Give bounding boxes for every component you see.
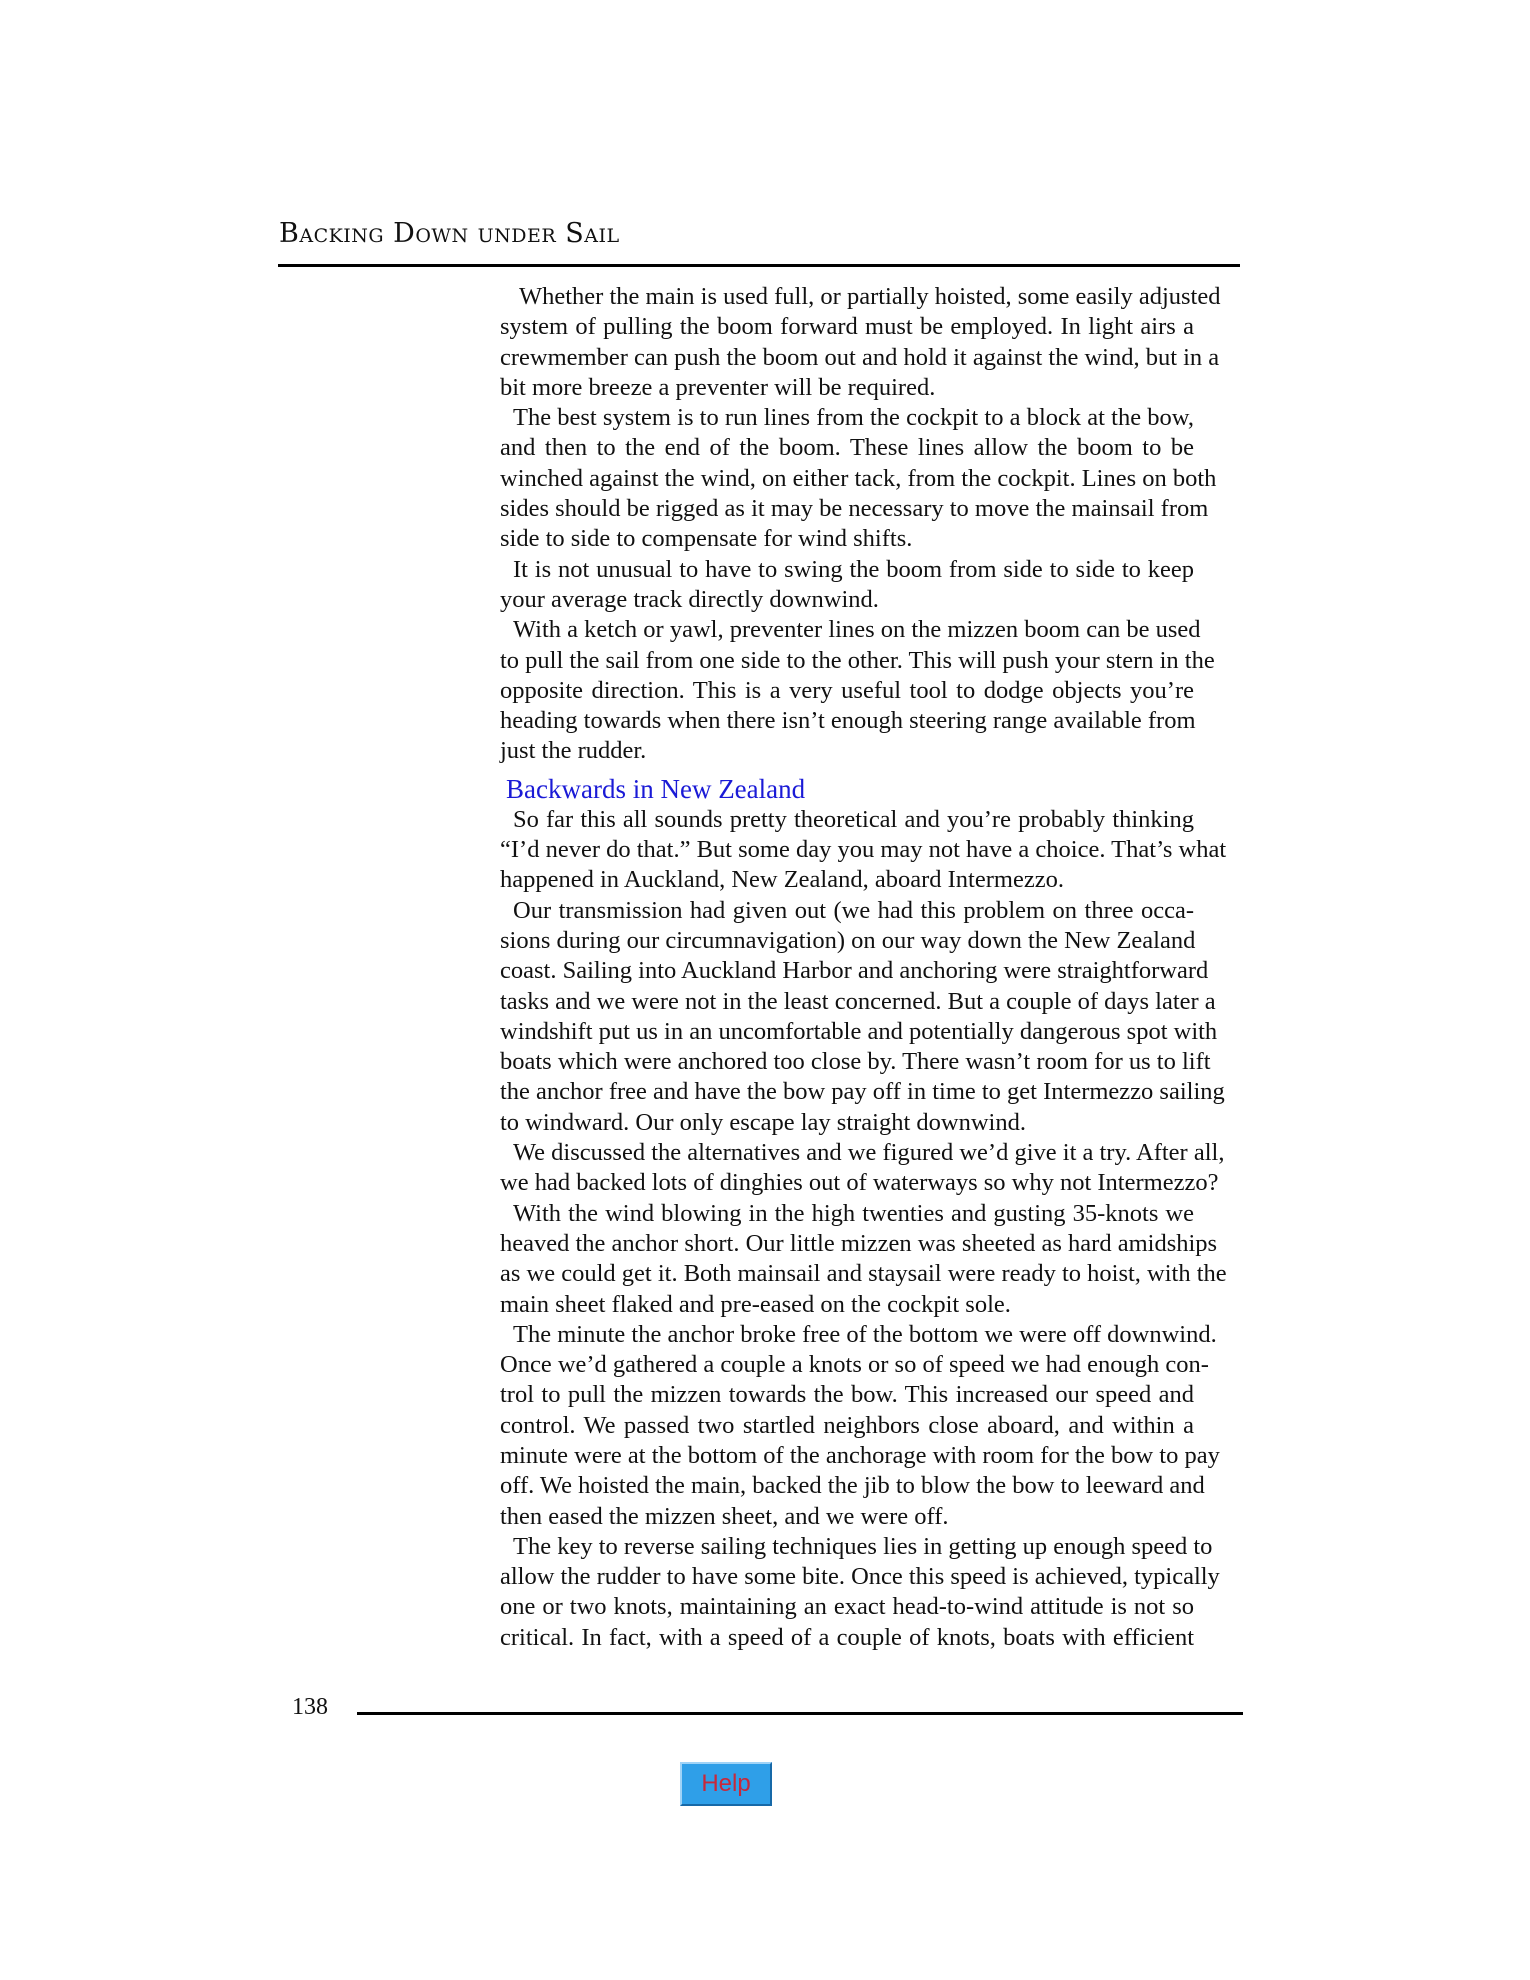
text-line: sides should be rigged as it may be necessary to move the mainsail from — [500, 495, 1209, 523]
text-line: We discussed the alternatives and we figured we’d give it a try. After all, — [513, 1139, 1225, 1167]
text-line: The minute the anchor broke free of the bottom we were off downwind. — [513, 1320, 1217, 1348]
text-line: and then to the end of the boom. These lines allow the boom to be — [500, 434, 1194, 462]
text-line: trol to pull the mizzen towards the bow. This increased our speed and — [500, 1381, 1194, 1409]
text-line: allow the rudder to have some bite. Once this speed is achieved, typically — [500, 1563, 1220, 1591]
footer-rule — [357, 1712, 1243, 1715]
text-line: then eased the mizzen sheet, and we were off. — [500, 1502, 949, 1530]
text-line: So far this all sounds pretty theoretical and you’re probably thinking — [513, 805, 1194, 833]
help-button[interactable]: Help — [680, 1762, 772, 1806]
text-line: the anchor free and have the bow pay off in time to get Intermezzo sailing — [500, 1078, 1225, 1106]
text-line: winched against the wind, on either tack, from the cockpit. Lines on both — [500, 464, 1217, 492]
text-line: as we could get it. Both mainsail and staysail were ready to hoist, with the — [500, 1260, 1227, 1288]
text-line: It is not unusual to have to swing the boom from side to side to keep — [513, 555, 1194, 583]
text-line: boats which were anchored too close by. There wasn’t room for us to lift — [500, 1048, 1211, 1076]
running-head: Backing Down under Sail — [279, 218, 620, 249]
text-line: critical. In fact, with a speed of a couple of knots, boats with efficient — [500, 1623, 1194, 1651]
header-rule — [278, 264, 1240, 267]
text-line: crewmember can push the boom out and hold it against the wind, but in a — [500, 343, 1220, 371]
text-line: sions during our circumnavigation) on our way down the New Zealand — [500, 926, 1196, 954]
text-line: side to side to compensate for wind shifts. — [500, 525, 913, 553]
page-number: 138 — [292, 1694, 328, 1720]
text-line: Our transmission had given out (we had this problem on three occa- — [513, 896, 1194, 924]
text-line: opposite direction. This is a very useful tool to dodge objects you’re — [500, 676, 1194, 704]
text-line: just the rudder. — [500, 737, 647, 765]
text-line: off. We hoisted the main, backed the jib to blow the bow to leeward and — [500, 1472, 1205, 1500]
text-line: Once we’d gathered a couple a knots or so of speed we had enough con- — [500, 1351, 1209, 1379]
text-line: coast. Sailing into Auckland Harbor and anchoring were straightforward — [500, 957, 1209, 985]
text-line: tasks and we were not in the least concerned. But a couple of days later a — [500, 987, 1216, 1015]
text-line: main sheet flaked and pre-eased on the cockpit sole. — [500, 1290, 1011, 1318]
text-line: to windward. Our only escape lay straight downwind. — [500, 1108, 1026, 1136]
text-line: to pull the sail from one side to the other. This will push your stern in the — [500, 646, 1215, 674]
text-line: windshift put us in an uncomfortable and potentially dangerous spot with — [500, 1017, 1218, 1045]
text-line: system of pulling the boom forward must be employed. In light airs a — [500, 313, 1194, 341]
text-line: your average track directly downwind. — [500, 585, 879, 613]
text-line: The key to reverse sailing techniques lies in getting up enough speed to — [513, 1532, 1213, 1560]
text-line: bit more breeze a preventer will be required. — [500, 373, 936, 401]
text-line: heaved the anchor short. Our little mizzen was sheeted as hard amidships — [500, 1229, 1218, 1257]
body-text — [500, 282, 1227, 1653]
text-line: happened in Auckland, New Zealand, aboard Intermezzo. — [500, 866, 1064, 894]
text-line: With a ketch or yawl, preventer lines on the mizzen boom can be used — [513, 616, 1201, 644]
section-heading: Backwards in New Zealand — [506, 773, 806, 804]
text-line: one or two knots, maintaining an exact head-to-wind attitude is not so — [500, 1593, 1194, 1621]
text-line: The best system is to run lines from the cockpit to a block at the bow, — [513, 404, 1194, 432]
text-line: With the wind blowing in the high twenties and gusting 35-knots we — [513, 1199, 1194, 1227]
text-line: minute were at the bottom of the anchorage with room for the bow to pay — [500, 1441, 1220, 1469]
text-line: “I’d never do that.” But some day you may not have a choice. That’s what — [500, 836, 1227, 864]
text-line: Whether the main is used full, or partially hoisted, some easily adjusted — [519, 283, 1221, 310]
text-line: heading towards when there isn’t enough steering range available from — [500, 707, 1196, 735]
text-line: control. We passed two startled neighbors close aboard, and within a — [500, 1411, 1194, 1439]
text-line: we had backed lots of dinghies out of waterways so why not Intermezzo? — [500, 1169, 1219, 1197]
